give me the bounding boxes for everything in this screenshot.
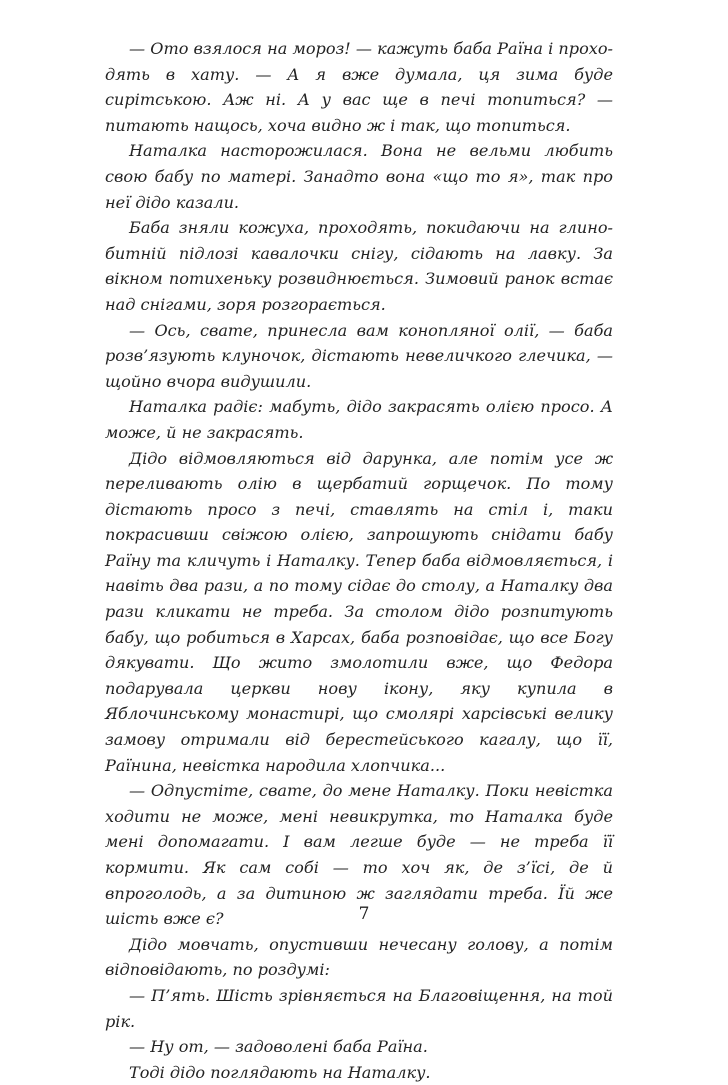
paragraph: — Ото взялося на мороз! — кажуть баба Раїна і проходять в хату. — А я вже думала, ця зима буде сирітською. Аж ні. А у вас ще в печі топиться? — питають нащось, хоча видно ж і так, що топиться. (105, 39, 613, 135)
paragraph: — Одпустіте, свате, до мене Наталку. Поки невістка ходити не може, мені невикрутка, то Наталка буде мені допомагати. І вам легше буде — не треба її кормити. Як сам собі — то хоч як, де з’їсi, де й впроголодь, а за дитиною ж заглядати треба. Їй же шість вже є? (105, 781, 613, 929)
paragraph: Дідо мовчать, опустивши нечесану голову, а потім відповідають, по роздумі: (105, 934, 613, 980)
paragraph: — Ось, свате, принесла вам конопляної олії, — баба розв’язують клуночок, дістають невеличкого глечика, — щойно вчора видушили. (105, 320, 613, 391)
page-text (105, 36, 613, 1085)
page-number: 7 (358, 904, 370, 924)
paragraph: Тоді дідо поглядають на Наталку. (129, 1062, 431, 1082)
paragraph: Наталка радіє: мабуть, дідо закрасять олією просо. А може, й не закрасять. (105, 397, 613, 442)
paragraph: Наталка насторожилася. Вона не вельми любить свою бабу по матері. Занадто вона «що то я», так про неї дідо казали. (105, 141, 613, 212)
paragraph: Баба зняли кожуха, проходять, покидаючи на глинобитній підлозі кавалочки снігу, сідають на лавку. За вікном потихеньку розвиднюється. Зимовий ранок встає над снігами, зоря розгорається. (105, 218, 613, 314)
paragraph: Дідо відмовляються від дарунка, але потім усе ж переливають олію в щербатий горщечок. По тому дістають просо з печі, ставлять на стіл і, таки покрасивши свіжою олією, запрошують снідати бабу Раїну та кличуть і Наталку. Тепер баба відмовляється, і навіть два рази, а по тому сідає до столу, а Наталку два рази кликати не треба. За столом дідо розпитують бабу, що робиться в Харсах, баба розповідає, що все Богу дякувати. Що жито змолотили вже, що Федора подарувала церкви нову ікону, яку купила в Яблочинському монастирі, що смолярі харсівські велику замову отримали від берестейського кагалу, що її, Раїнина, невістка народила хлопчика... (105, 448, 613, 775)
paragraph: — П’ять. Шість зрівняється на Благовіщення, на той рік. (105, 985, 613, 1031)
paragraph: — Ну от, — задоволені баба Раїна. (129, 1037, 428, 1057)
